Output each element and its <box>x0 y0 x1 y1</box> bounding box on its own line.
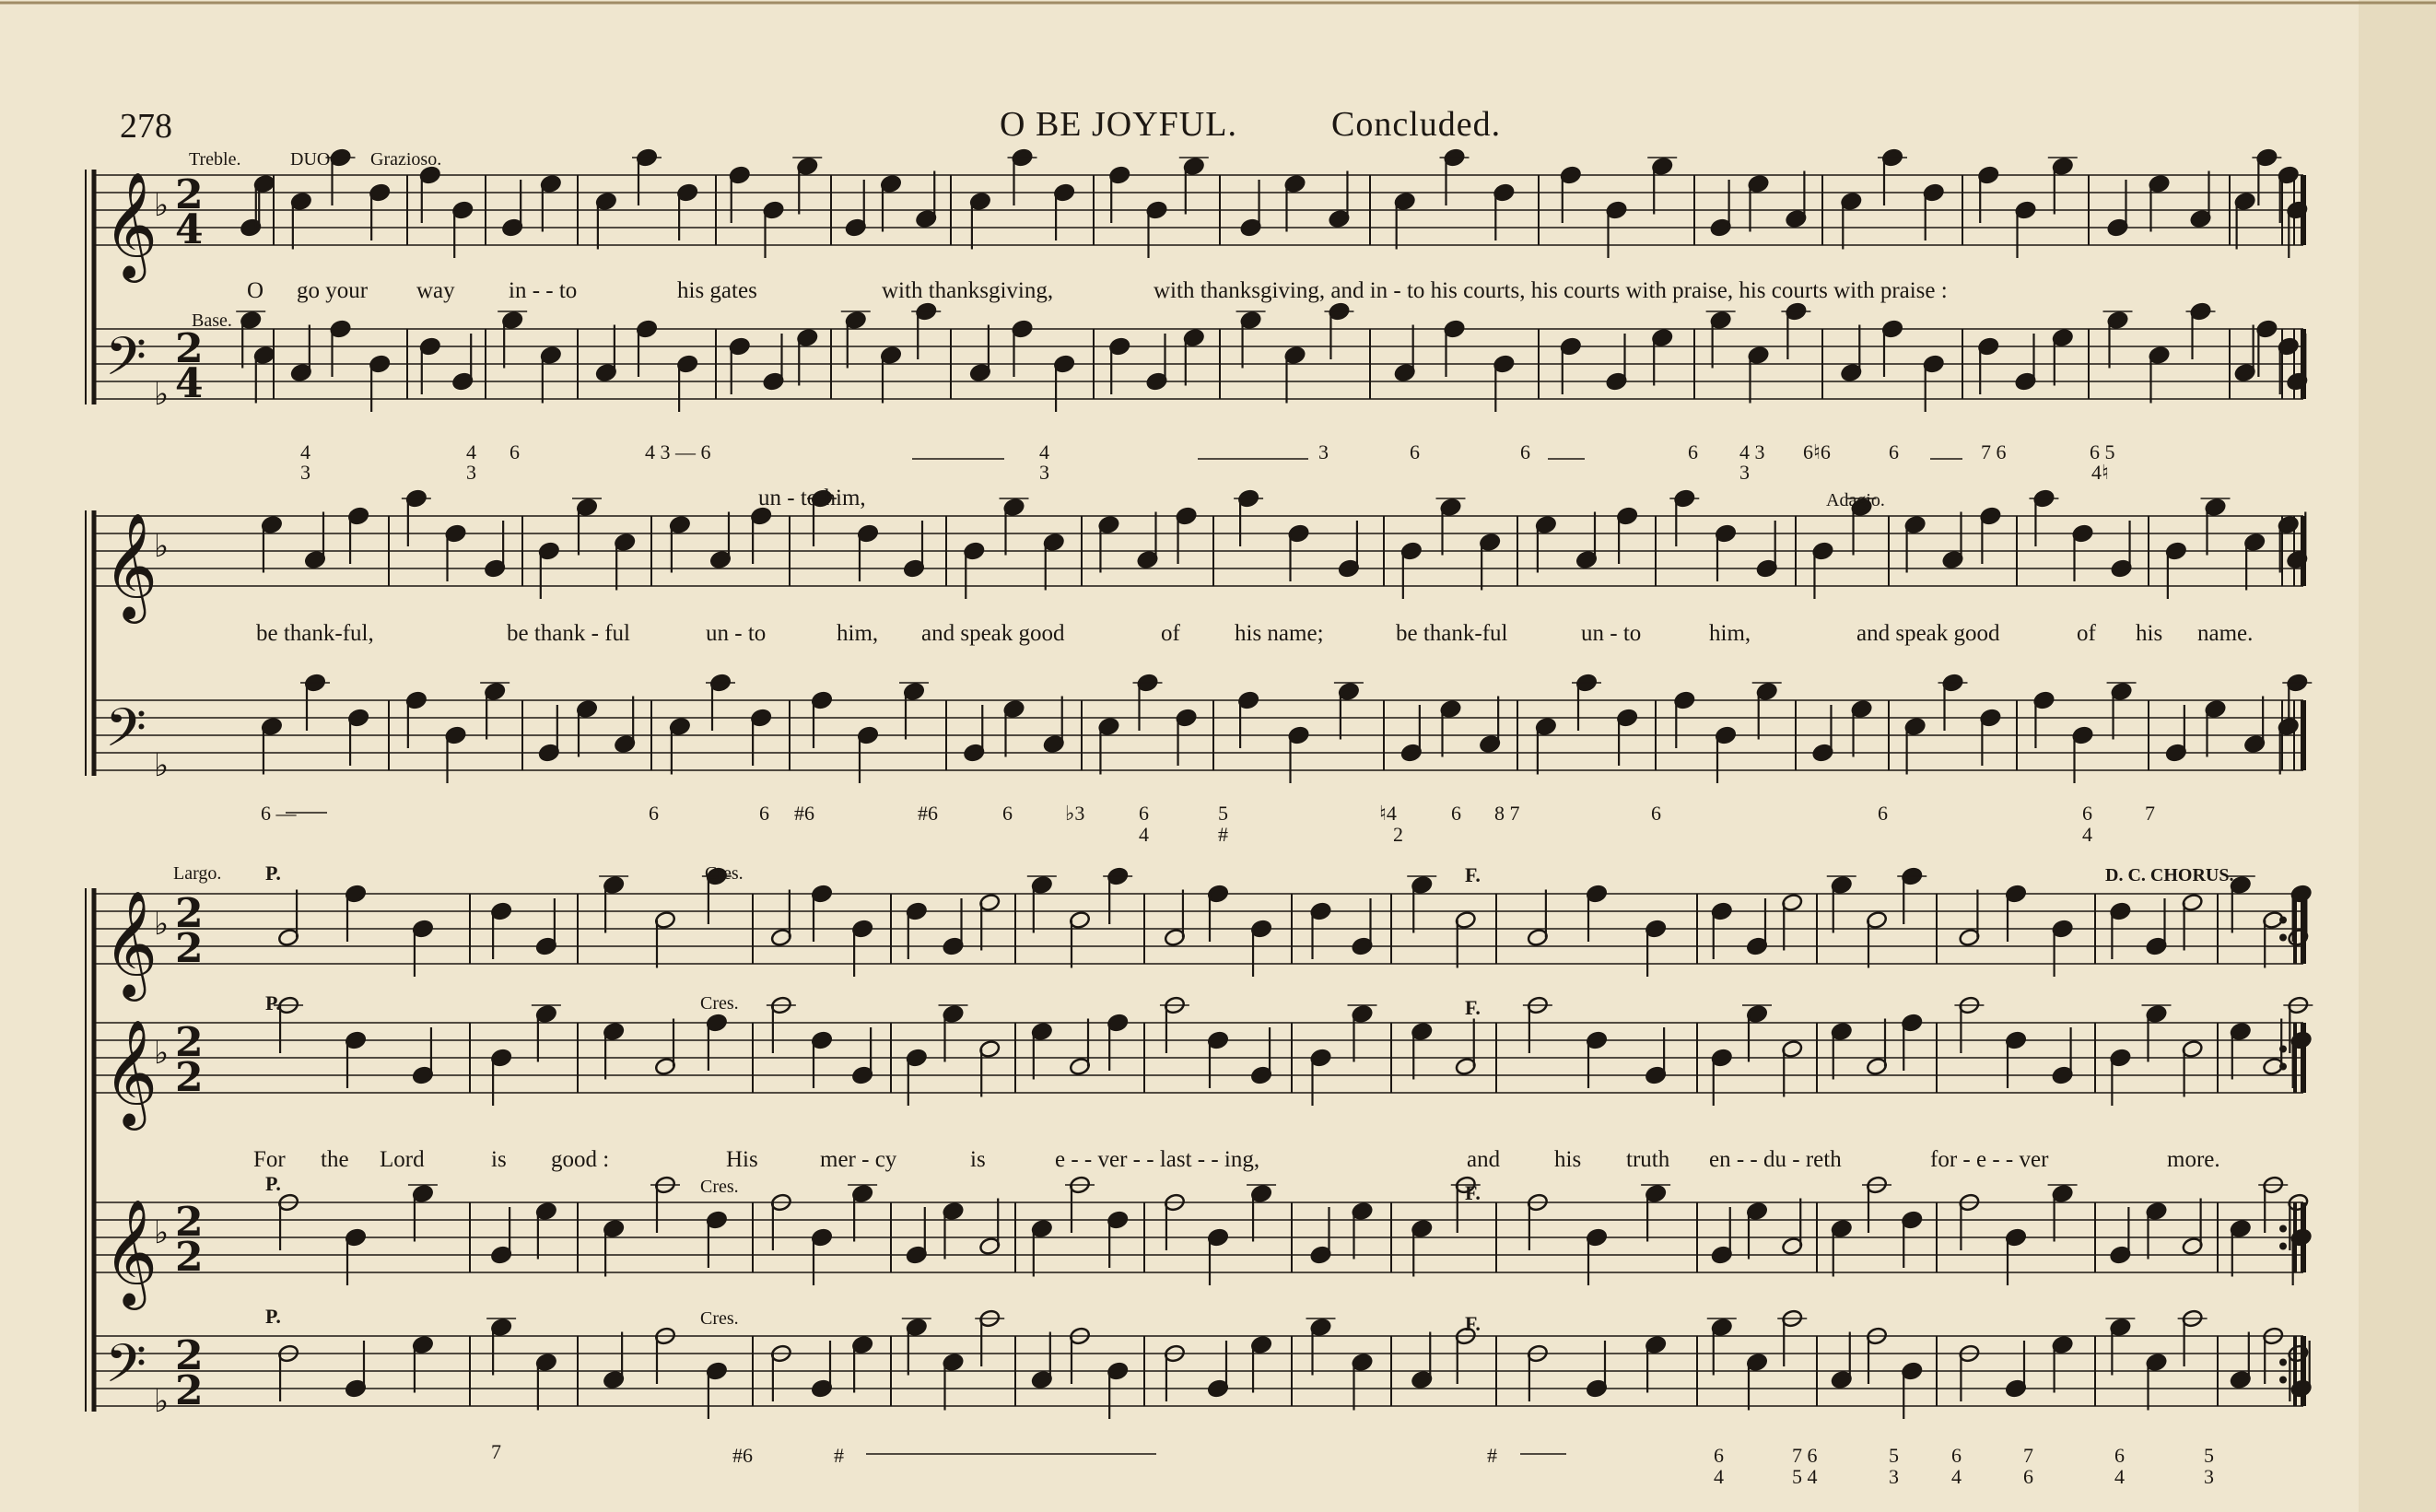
treble-clef-icon: 𝄞 <box>103 1018 158 1126</box>
treble-clef-icon: 𝄞 <box>103 889 158 997</box>
lyric-s3-4: is <box>491 1147 507 1172</box>
lyric-s3-5: good : <box>551 1147 610 1172</box>
figure: 4♮ <box>2091 461 2109 484</box>
figure: 4 <box>2082 823 2092 846</box>
figure: 6 <box>1451 802 1461 825</box>
flat-sign-icon: ♭ <box>154 528 170 565</box>
lyric-s2-9: un - to <box>1581 621 1642 646</box>
figure: 7 <box>2023 1444 2033 1467</box>
dynamic-p: P. <box>265 1305 281 1328</box>
lyric-4: in - - to <box>509 278 578 303</box>
lyric-s2-13: his <box>2136 621 2163 646</box>
time-sig-numerator: 2 <box>175 1019 204 1067</box>
page-edge-shade <box>2359 0 2436 1512</box>
lyric-s3-9: e - - ver - - last - - ing, <box>1055 1147 1260 1172</box>
duo-label: DUO. <box>290 149 335 170</box>
dynamic-cres: Cres. <box>700 993 739 1014</box>
figure: 4 3 <box>1739 440 1765 463</box>
figure: #6 <box>732 1444 753 1467</box>
figure: 4 <box>1714 1465 1724 1488</box>
figure: ♮4 <box>1379 802 1397 825</box>
lyric-s3-15: more. <box>2167 1147 2220 1172</box>
figure: 4 <box>2114 1465 2125 1488</box>
figure: 6 <box>1714 1444 1724 1467</box>
lyric-s3-2: the <box>321 1147 349 1172</box>
figure: 6 5 <box>2090 440 2115 463</box>
figure: 3 <box>466 461 476 484</box>
repeat-dot <box>2279 1359 2287 1366</box>
lyric-s3-14: for - e - - ver <box>1930 1147 2049 1172</box>
figure: 4 <box>466 440 476 463</box>
figure: 4 <box>1951 1465 1962 1488</box>
time-sig-denominator: 2 <box>175 1234 204 1282</box>
flat-sign-icon: ♭ <box>154 1214 170 1251</box>
figure: 5 <box>1889 1444 1899 1467</box>
figure: # <box>834 1444 844 1467</box>
lyric-7: with thanksgiving, and in - to his courts, his courts with praise, his courts with praise : <box>1154 278 1948 303</box>
dynamic-cres: Cres. <box>700 1308 739 1329</box>
figure: 2 <box>1393 823 1403 846</box>
flat-sign-icon: ♭ <box>154 1035 170 1072</box>
lyric-s2-5: and speak good <box>921 621 1065 646</box>
figure: 6♮6 <box>1803 440 1831 463</box>
lyric-s2-14: name. <box>2197 621 2254 646</box>
page-number: 278 <box>120 107 172 146</box>
figure: 6 <box>649 802 659 825</box>
repeat-dot <box>2279 1046 2287 1053</box>
lyric-s2-2: be thank - ful <box>507 621 630 646</box>
lyric-s3-3: Lord <box>380 1147 425 1172</box>
lyric-s2-11: and speak good <box>1856 621 2000 646</box>
bass-clef-icon: 𝄢 <box>105 325 147 401</box>
figure: 6 <box>1951 1444 1962 1467</box>
bass-clef-icon: 𝄢 <box>105 1332 147 1408</box>
figure: ♭3 <box>1065 802 1085 825</box>
repeat-dot <box>2279 1063 2287 1071</box>
figure: 6 <box>759 802 769 825</box>
flat-sign-icon: ♭ <box>154 747 170 784</box>
lyric-5: his gates <box>677 278 757 303</box>
figure: 6 <box>509 440 520 463</box>
figure: 6 <box>2023 1465 2033 1488</box>
upper-lyric: un - to him, <box>758 486 866 510</box>
base-label: Base. <box>192 311 232 331</box>
dynamic-f: F. <box>1465 1181 1481 1204</box>
page-subtitle: Concluded. <box>1331 105 1502 144</box>
figure: 6 <box>1520 440 1530 463</box>
figure: 6 <box>1410 440 1420 463</box>
figure: 4 <box>1139 823 1149 846</box>
lyric-s3-11: his <box>1554 1147 1582 1172</box>
figure: 3 <box>1318 440 1329 463</box>
dynamic-f: F. <box>1465 1312 1481 1335</box>
figure: #6 <box>794 802 814 825</box>
lyric-s2-8: be thank-ful <box>1396 621 1508 646</box>
treble-clef-icon: 𝄞 <box>103 170 158 278</box>
figure: 4 3 — 6 <box>645 440 711 463</box>
figure: 6 <box>1878 802 1888 825</box>
da-capo-chorus: D. C. CHORUS. <box>2105 865 2234 885</box>
time-sig-numerator: 2 <box>175 1199 204 1247</box>
figure: 4 <box>300 440 310 463</box>
figure: 6 <box>1139 802 1149 825</box>
repeat-dot <box>2279 934 2287 942</box>
bass-clef-icon: 𝄢 <box>105 697 147 772</box>
lyric-s3-1: For <box>253 1147 286 1172</box>
figure: 5 <box>1218 802 1228 825</box>
repeat-dot <box>2279 1243 2287 1250</box>
time-sig-numerator: 2 <box>175 171 204 219</box>
figure: 6 <box>1889 440 1899 463</box>
figure: 3 <box>1039 461 1049 484</box>
figure: #6 <box>918 802 938 825</box>
lyric-s2-3: un - to <box>706 621 767 646</box>
figure: 3 <box>1739 461 1750 484</box>
dynamic-f: F. <box>1465 863 1481 886</box>
time-sig-denominator: 2 <box>175 925 204 973</box>
lyric-2: go your <box>297 278 369 303</box>
dynamic-p: P. <box>265 861 281 885</box>
figure: 6 <box>2082 802 2092 825</box>
figure: 5 <box>2204 1444 2214 1467</box>
figure: # <box>1218 823 1228 846</box>
lyric-s2-1: be thank-ful, <box>256 621 374 646</box>
figure: 6 <box>1002 802 1013 825</box>
time-sig-denominator: 4 <box>175 360 204 408</box>
repeat-dot <box>2279 1225 2287 1233</box>
flat-sign-icon: ♭ <box>154 1383 170 1420</box>
lyric-s3-8: is <box>970 1147 986 1172</box>
figure: 3 <box>300 461 310 484</box>
figure: 7 <box>491 1440 501 1463</box>
figure: # <box>1487 1444 1497 1467</box>
flat-sign-icon: ♭ <box>154 376 170 413</box>
lyric-s2-10: him, <box>1709 621 1751 646</box>
lyric-s3-6: His <box>726 1147 758 1172</box>
time-sig-denominator: 2 <box>175 1367 204 1415</box>
page-title: O BE JOYFUL. <box>1000 105 1237 144</box>
treble-clef-icon: 𝄞 <box>103 511 158 619</box>
figure: 6 <box>2114 1444 2125 1467</box>
tempo-largo: Largo. <box>173 863 222 884</box>
time-sig-numerator: 2 <box>175 325 204 373</box>
time-sig-numerator: 2 <box>175 1332 204 1380</box>
repeat-dot <box>2279 1377 2287 1384</box>
figure: 3 <box>1889 1465 1899 1488</box>
lyric-1: O <box>247 278 264 303</box>
lyric-s2-6: of <box>1161 621 1180 646</box>
lyric-6: with thanksgiving, <box>882 278 1054 303</box>
lyric-3: way <box>416 278 455 303</box>
figure: 7 6 <box>1981 440 2007 463</box>
figure: 6 <box>1688 440 1698 463</box>
tempo-adagio: Adagio. <box>1826 490 1885 510</box>
dynamic-p: P. <box>265 1172 281 1195</box>
lyric-s2-4: him, <box>837 621 879 646</box>
figure: 3 <box>2204 1465 2214 1488</box>
tempo-grazioso: Grazioso. <box>370 149 442 170</box>
figure: 6 <box>1651 802 1661 825</box>
time-sig-denominator: 2 <box>175 1054 204 1102</box>
dynamic-cres: Cres. <box>700 1177 739 1197</box>
figure: 6 — <box>261 802 297 825</box>
lyric-s2-12: of <box>2077 621 2096 646</box>
dynamic-cres: Cres. <box>705 863 744 884</box>
dynamic-p: P. <box>265 991 281 1014</box>
lyric-s2-7: his name; <box>1235 621 1324 646</box>
figure: 7 6 <box>1792 1444 1818 1467</box>
figure: 7 <box>2145 802 2155 825</box>
figure: 5 4 <box>1792 1465 1818 1488</box>
lyric-s3-12: truth <box>1626 1147 1670 1172</box>
time-sig-denominator: 4 <box>175 206 204 254</box>
dynamic-f: F. <box>1465 996 1481 1019</box>
figure: 4 <box>1039 440 1049 463</box>
treble-clef-icon: 𝄞 <box>103 1198 158 1306</box>
treble-label: Treble. <box>189 149 241 170</box>
time-sig-numerator: 2 <box>175 890 204 938</box>
figure: 8 7 <box>1494 802 1520 825</box>
lyric-s3-10: and <box>1467 1147 1501 1172</box>
lyric-s3-7: mer - cy <box>820 1147 897 1172</box>
flat-sign-icon: ♭ <box>154 906 170 943</box>
repeat-dot <box>2279 917 2287 924</box>
flat-sign-icon: ♭ <box>154 187 170 224</box>
lyric-s3-13: en - - du - reth <box>1709 1147 1842 1172</box>
